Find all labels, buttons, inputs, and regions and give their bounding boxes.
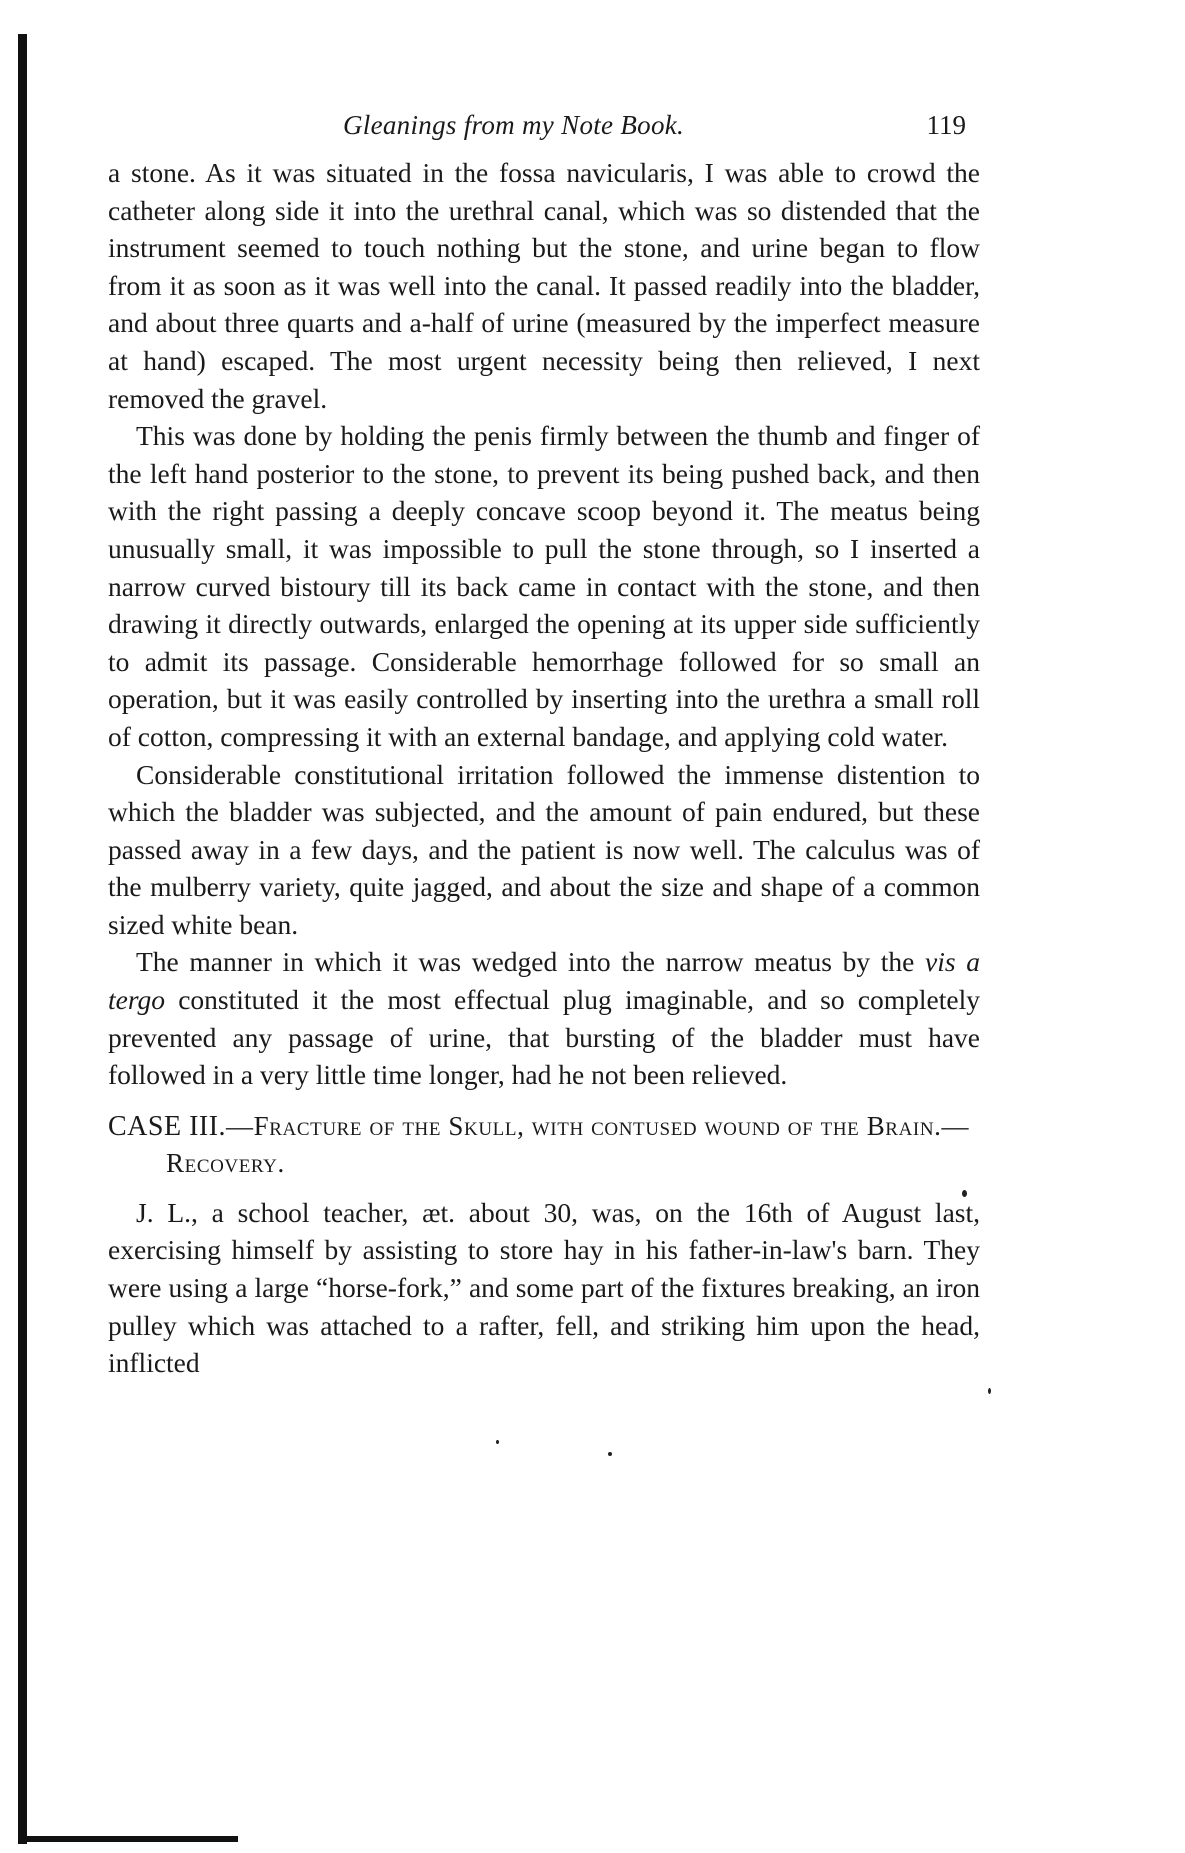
paragraph-3: Considerable constitutional irritation followed the immense distention to which the bladder was subjected, and the amount of pain endured, but these passed away in a few days, and the patient is now well. The calculus was of the mulberry variety, quite jagged, and about the size and shape of a common sized white bean. — [108, 758, 980, 940]
latin-phrase: vis a tergo — [108, 946, 980, 1016]
paragraph-4-end: constituted it the most effectual plug imaginable, and so completely prevented any passage of urine, that bursting of the bladder must have followed in a very little time longer, had he not been relieved. — [108, 984, 980, 1091]
scan-speck — [608, 1452, 612, 1456]
paragraph-4-start: The manner in which it was wedged into the narrow meatus by the — [136, 946, 926, 978]
running-head — [108, 110, 980, 154]
binding-foot — [18, 1836, 238, 1842]
running-title: Gleanings from my Note Book. — [343, 110, 685, 140]
page-number: 119 — [926, 110, 966, 140]
case-paragraph: J. L., a school teacher, æt. about 30, was, on the 16th of August last, exercising himself by assisting to store hay in his father-in-law's barn. They were using a large “horse-fork,” and some part of the fixtures breaking, an iron pulley which was attached to a rafter, fell, and striking him upon the head, inflicted — [108, 1196, 980, 1379]
case-title: —Fracture of the Skull, with contused wound of the Brain.—Recovery. — [166, 1110, 970, 1178]
book-page — [108, 110, 980, 1382]
body-text — [108, 154, 980, 1382]
scan-speck — [988, 1388, 991, 1394]
paragraph-2: This was done by holding the penis firmly between the thumb and finger of the left hand posterior to the stone, to prevent its being pushed back, and then with the right passing a deeply concave scoop beyond it. The meatus being unusually small, it was impossible to pull the stone through, so I inserted a narrow curved bistoury till its back came in contact with the stone, and then drawing it directly outwards, enlarged the opening at its upper side sufficiently to admit its passage. Considerable hemorrhage followed for so small an operation, but it was easily controlled by inserting into the urethra a small roll of cotton, compressing it with an external bandage, and applying cold water. — [108, 420, 980, 752]
paragraph-1: a stone. As it was situated in the fossa navicularis, I was able to crowd the catheter along side it into the urethral canal, which was so distended that the instrument seemed to touch nothing but the stone, and urine began to flow from it as soon as it was well into the canal. It passed readily into the bladder, and about three quarts and a-half of urine (measured by the imperfect measure at hand) escaped. The most urgent necessity being then relieved, I next removed the gravel. — [108, 157, 980, 414]
case-heading — [108, 1108, 980, 1182]
paragraph-4 — [108, 943, 980, 1093]
scan-speck — [496, 1440, 499, 1444]
case-number: CASE III. — [108, 1110, 227, 1142]
binding-edge — [18, 34, 27, 1844]
